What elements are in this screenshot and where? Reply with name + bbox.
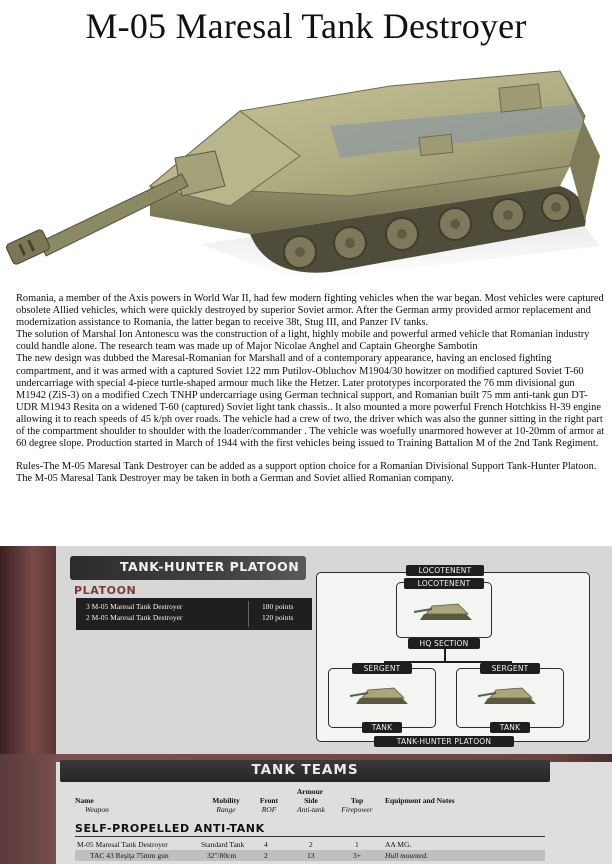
paragraph: The new design was dubbed the Maresal-Romanian for Marshall and of a contemporary appearance, having an enclosed fighting compartment, and it was armed with a captured Soviet 122 mm Putilov-Obluchov M1904/30 howitzer on modified captured Soviet T-60 undercarriage with special 4-piece turtle-shaped armour much like the Hetzer. Later prototypes incorporated the 76 mm divisional gun M1942 (ZiS-3) on a modified Czech TNHP undercarriage using German technical support, and Romanian built 75 mm anti-tank gun DT-UDR M1943 Resita on a widened T-60 (captured) Soviet light tank chassis.. It also mounted a more powerful French Hotchkiss H-39 engine allowing it to reach speeds of 45 k/ph over roads. The vehicle had a crew of two, the driver which was also the gunner sitting in the right part of the compartment shoulder to shoulder with the loader/commander . The vehicle was woefully unarmored however at 10-20mm of armor at 60 degree slope. Production started in March of 1944 with the first vehicles being issued to Training Battalion M of the 2nd Tank Regiment.	[16, 353, 605, 450]
tank-icon	[478, 682, 540, 708]
right-tank-tag: TANK	[490, 722, 530, 733]
team-mobility: Standard Tank	[201, 840, 245, 849]
weapon-name: TAC 43 Reşiţa 75mm gun	[90, 851, 169, 860]
page-binding	[0, 546, 56, 754]
org-chart	[316, 566, 590, 746]
left-sergeant-tag: SERGENT	[352, 663, 412, 674]
team-name: M-05 Maresal Tank Destroyer	[77, 840, 168, 849]
table-row	[75, 850, 545, 861]
col-front-header: Front ROF	[259, 796, 279, 814]
team-notes: AA MG.	[385, 840, 412, 849]
col-equipment-header: Equipment and Notes	[385, 796, 455, 805]
paragraph: The solution of Marshal Ion Antonescu was the construction of a light, highly mobile and powerful armed vehicle that Romanian industry could handle alone. The research team was made up of Major Nicolae Anghel and Captain Gheorghe Sambotin	[16, 329, 590, 353]
title-bar	[0, 0, 612, 46]
commander-tag: LOCOTENENT	[404, 578, 484, 589]
weapon-anti-tank: 13	[307, 851, 315, 860]
platoon-footer-tag: TANK-HUNTER PLATOON	[374, 736, 514, 747]
paragraph: Romania, a member of the Axis powers in World War II, had few modern fighting vehicles when the war began. Most vehicles were captured obsolete Allied vehicles, which were quickly destroyed by superior Soviet armor. After the German army provided armor replacement and modernization assistance to Romania, the latter began to receive 38t, Stug III, and Panzer IV tanks.	[16, 293, 604, 329]
top-command-tag: LOCOTENENT	[406, 565, 484, 576]
weapon-rof: 2	[264, 851, 268, 860]
platoon-option	[76, 612, 312, 624]
tank-icon	[350, 682, 412, 708]
tank-teams-banner	[60, 760, 550, 782]
section-title: SELF-PROPELLED ANTI-TANK	[75, 822, 265, 835]
weapon-notes: Hull mounted.	[385, 851, 428, 860]
option-points: 120 points	[262, 613, 294, 622]
right-sergeant-tag: SERGENT	[480, 663, 540, 674]
section-rule	[75, 836, 545, 837]
col-armour-header: Armour	[296, 787, 324, 796]
col-side-header: Side Anti-tank	[297, 796, 325, 814]
tank-icon	[414, 598, 476, 624]
weapon-range: 32"/80cm	[207, 851, 237, 860]
team-top: 1	[355, 840, 359, 849]
table-row	[75, 839, 545, 850]
col-top-header: Top Firepower	[341, 796, 373, 814]
team-front: 4	[264, 840, 268, 849]
rules-paragraph: Rules-The M-05 Maresal Tank Destroyer can be added as a support option choice for a Romanian Divisional Support Tank-Hunter Platoon. The M-05 Maresal Tank Destroyer may be taken in both a German and Soviet allied Romanian company.	[16, 461, 597, 485]
left-tank-tag: TANK	[362, 722, 402, 733]
platoon-header-label: TANK-HUNTER PLATOON	[120, 559, 300, 574]
article-body	[16, 293, 606, 485]
page-title: M-05 Maresal Tank Destroyer	[85, 6, 527, 46]
option-label: 3 M-05 Maresal Tank Destroyer	[86, 602, 183, 611]
weapon-firepower: 3+	[353, 851, 361, 860]
tank-teams-title: TANK TEAMS	[251, 762, 359, 778]
platoon-section-label: PLATOON	[74, 584, 137, 597]
col-name-header: Name Weapon	[75, 796, 109, 814]
platoon-header	[70, 556, 306, 580]
col-mobility-header: Mobility Range	[212, 796, 240, 814]
hq-section-tag: HQ SECTION	[408, 638, 480, 649]
platoon-options	[76, 598, 312, 630]
option-label: 2 M-05 Maresal Tank Destroyer	[86, 613, 183, 622]
team-side: 2	[309, 840, 313, 849]
tank-illustration	[0, 46, 612, 290]
option-points: 180 points	[262, 602, 294, 611]
